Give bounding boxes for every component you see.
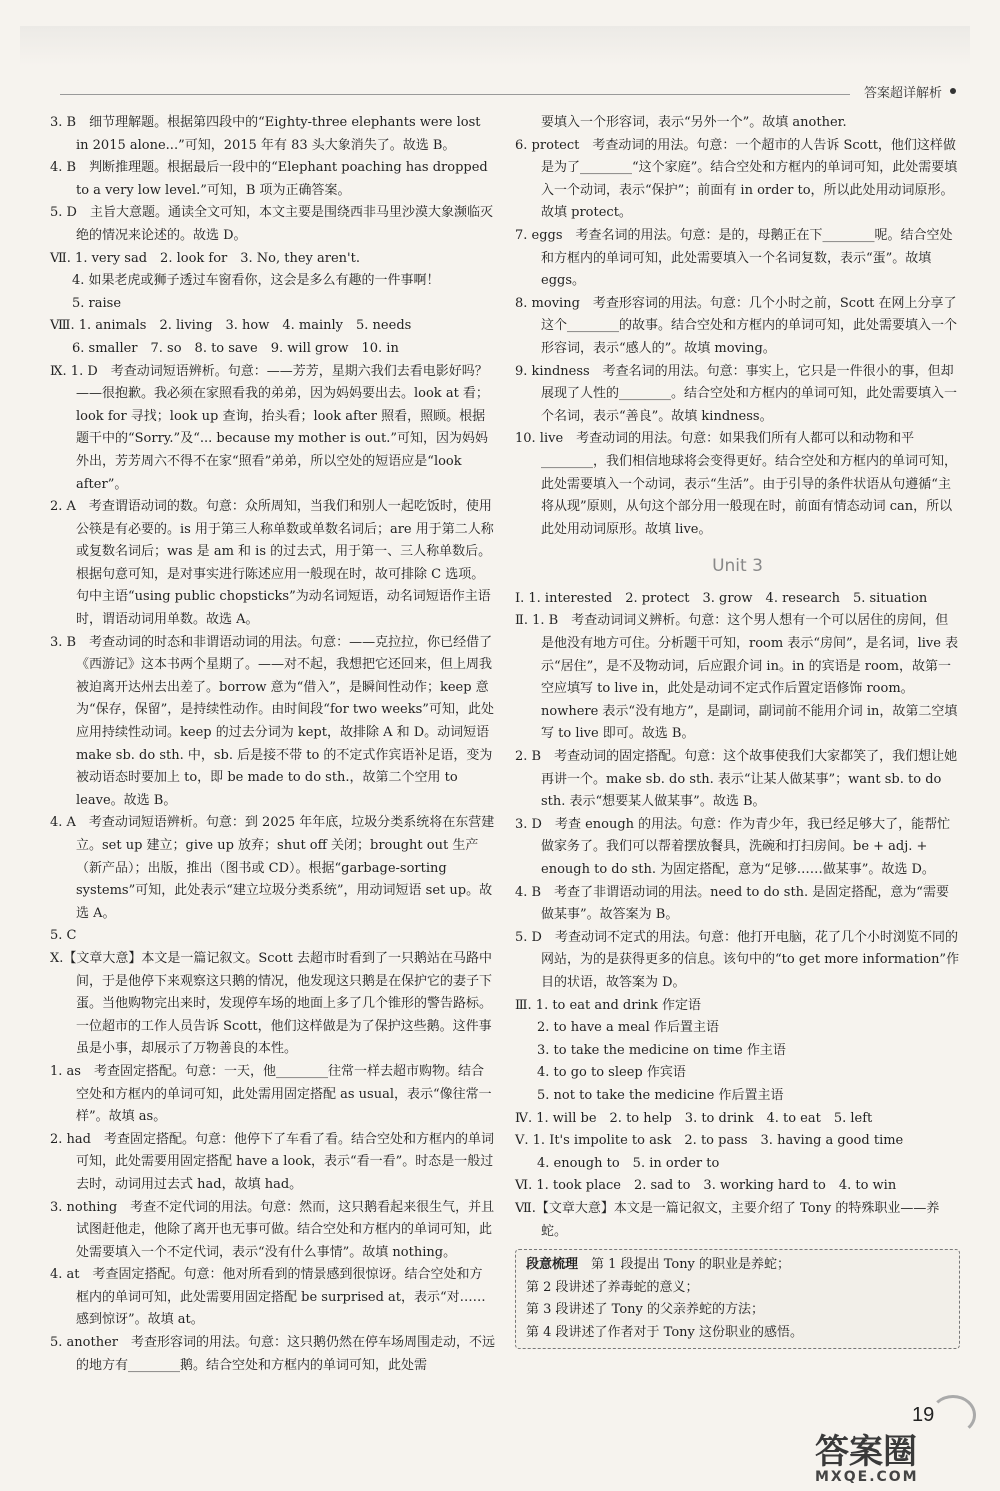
answer-item: Ⅹ.【文章大意】本文是一篇记叙文。Scott 去超市时看到了一只鹅站在马路中间，于是他停下来观察这只鹅的情况，他发现这只鹅是在保护它的妻子下蛋。当他购物完出来时，发现停车场的地面上多了几个锥形的警告路标。一位超市的工作人员告诉 Scott，他们这样做是为了保护这些鹅。这件事虽是小事，却展示了万物善良的本性。 bbox=[50, 950, 493, 1057]
summary-line: 第 2 段讲述了养毒蛇的意义； bbox=[526, 1279, 699, 1295]
decorative-swirl-icon bbox=[930, 1395, 976, 1435]
header-dot-icon bbox=[950, 88, 956, 94]
answer-item: 8. moving 考查形容词的用法。句意：几个小时之前，Scott 在网上分享了这个________的故事。结合空处和方框内的单词可知，此处需要填入一个形容词，表示“感人的”。故填 moving。 bbox=[515, 295, 958, 356]
summary-line bbox=[526, 1254, 949, 1277]
header-rule bbox=[60, 94, 850, 95]
summary-line: 第 3 段讲述了 Tony 的父亲养蛇的方法； bbox=[526, 1302, 765, 1318]
answer-item: 5. C bbox=[50, 928, 77, 944]
answer-item: 5. D 考查动词不定式的用法。句意：他打开电脑，花了几个小时浏览不同的网站，为的是获得更多的信息。该句中的“to get more information”作目的状语，故答案为 D。 bbox=[515, 929, 960, 990]
answer-item: 4. B 考查了非谓语动词的用法。need to do sth. 是固定搭配，意为“需要做某事”。故答案为 B。 bbox=[515, 884, 949, 923]
answer-item: Ⅳ. 1. will be 2. to help 3. to drink 4. to eat 5. left bbox=[515, 1110, 873, 1126]
header-title: 答案超详解析 bbox=[863, 86, 942, 101]
answer-item: 4. at 考查固定搭配。句意：他对所看到的情景感到很惊讶。结合空处和方框内的单词可知，此处需要用固定搭配 be surprised at，表示“对……感到惊讶”。故填 at。 bbox=[50, 1267, 486, 1328]
answer-item: 2. to have a meal 作后置主语 bbox=[537, 1020, 719, 1036]
answer-item: 3. B 细节理解题。根据第四段中的“Eighty-three elephants were lost in 2015 alone...”可知，2015 年有 83 头大象消失了。故选 B。 bbox=[50, 115, 481, 153]
answer-item: 5. raise bbox=[72, 295, 122, 311]
watermark-main: 答案圈 bbox=[815, 1432, 917, 1472]
answer-item: 7. eggs 考查名词的用法。句意：是的，母鹅正在下________呢。结合空处和方框内的单词可知，此处需要填入一个名词复数，表示“蛋”。故填 eggs。 bbox=[515, 227, 953, 289]
watermark-sub: MXQE.COM bbox=[815, 1469, 919, 1485]
answer-item: 3. D 考查 enough 的用法。句意：作为青少年，我已经足够大了，能帮忙做家务了。我们可以帮着摆放餐具，洗碗和打扫房间。be + adj. + enough to do sth. 为固定搭配，意为“足够……做某事”。故选 D。 bbox=[515, 816, 951, 877]
summary-label: 段意梳理 bbox=[526, 1257, 579, 1273]
answer-item: Ⅲ. 1. to eat and drink 作定语 bbox=[515, 997, 701, 1013]
answer-item: 10. live 考查动词的用法。句意：如果我们所有人都可以和动物和平________，我们相信地球将会变得更好。结合空处和方框内的单词可知，此处需要填入一个动词，表示“生活”。由于引导的条件状语从句遵循“主将从现”原则，从句这个部分用一般现在时，前面有情态动词 can，所以此处用动词原形。故填 live。 bbox=[515, 431, 958, 537]
right-column-items bbox=[515, 112, 960, 1243]
answer-item: 4. 如果老虎或狮子透过车窗看你，这会是多么有趣的一件事啊！ bbox=[72, 273, 440, 289]
paragraph-summary-box bbox=[515, 1249, 960, 1349]
answer-item: 1. as 考查固定搭配。句意：一天，他________往常一样去超市购物。结合空处和方框内的单词可知，此处需用固定搭配 as usual，表示“像往常一样”。故填 as。 bbox=[50, 1063, 492, 1125]
summary-line: 第 4 段讲述了作者对于 Tony 这份职业的感悟。 bbox=[526, 1324, 804, 1340]
left-column bbox=[50, 112, 495, 1377]
answer-item: Ⅴ. 1. It's impolite to ask 2. to pass 3. having a good time bbox=[515, 1133, 904, 1149]
answer-item: 5. not to take the medicine 作后置主语 bbox=[537, 1087, 784, 1103]
page-number: 19 bbox=[912, 1404, 935, 1426]
answer-item: Ⅵ. 1. took place 2. sad to 3. working hard to 4. to win bbox=[515, 1178, 897, 1194]
answer-item: Ⅷ. 1. animals 2. living 3. how 4. mainly 5. needs bbox=[50, 318, 412, 334]
watermark-logo bbox=[815, 1432, 985, 1485]
answer-item: 4. B 判断推理题。根据最后一段中的“Elephant poaching has dropped to a very low level.”可知，B 项为正确答案。 bbox=[50, 160, 488, 198]
answer-item: 4. A 考查动词短语辨析。句意：到 2025 年年底，垃圾分类系统将在东营建立。set up 建立；give up 放弃；shut off 关闭；brought out 生产（新产品）；出版，推出（图书或 CD）。根据“garbage-sorting systems”可知，此处表示“建立垃圾分类系统”，用动词短语 set up。故选 A。 bbox=[50, 815, 495, 921]
answer-item: 4. to go to sleep 作宾语 bbox=[537, 1065, 686, 1081]
page-header bbox=[60, 82, 970, 104]
answer-item: 2. A 考查谓语动词的数。句意：众所周知，当我们和别人一起吃饭时，使用公筷是有必要的。is 用于第三人称单数或单数名词后；are 用于第二人称或复数名词后；was 是 am 和 is 的过去式，用于第一、三人称单数后。根据句意可知，是对事实进行陈述应用一般现在时，故可排除 C 选项。句中主语“using public chopsticks”为动名词短语，动名词短语作主语时，谓语动词用单数。故选 A。 bbox=[50, 499, 494, 628]
answer-item: 9. kindness 考查名词的用法。句意：事实上，它只是一件很小的事，但却展现了人性的________。结合空处和方框内的单词可知，此处需要填入一个名词，表示“善良”。故填 kindness。 bbox=[515, 363, 958, 424]
unit-heading: Unit 3 bbox=[712, 556, 763, 577]
answer-item: Ⅶ.【文章大意】本文是一篇记叙文，主要介绍了 Tony 的特殊职业——养蛇。 bbox=[515, 1200, 940, 1239]
answer-item: Ⅰ. 1. interested 2. protect 3. grow 4. research 5. situation bbox=[515, 590, 928, 606]
summary-text: 第 1 段提出 Tony 的职业是养蛇； bbox=[591, 1257, 791, 1273]
scan-shadow bbox=[20, 26, 970, 66]
answer-item: 5. D 主旨大意题。通读全文可知，本文主要是围绕西非马里沙漠大象濒临灭绝的情况来论述的。故选 D。 bbox=[50, 205, 493, 243]
answer-item: 3. B 考查动词的时态和非谓语动词的用法。句意：——克拉拉，你已经借了《西游记》这本书两个星期了。——对不起，我想把它还回来，但上周我被迫离开达州去出差了。borrow 意为“借入”，是瞬间性动作；keep 意为“保存，保留”，是持续性动作。由时间段“for two weeks”可知，此处应用持续性动词。keep 的过去分词为 kept，故排除 A 和 D。动词短语 make sb. do sth. 中，sb. 后是接不带 to 的不定式作宾语补足语，变为被动语态时要加上 to，即 be made to do sth.，故第二个空用 to leave。故选 B。 bbox=[50, 634, 494, 808]
answer-item: 2. had 考查固定搭配。句意：他停下了车看了看。结合空处和方框内的单词可知，此处需要用固定搭配 have a look，表示“看一看”。时态是一般过去时，动词用过去式 had，故填 had。 bbox=[50, 1131, 494, 1192]
answer-item: 3. nothing 考查不定代词的用法。句意：然而，这只鹅看起来很生气，并且试图赶他走，他除了离开也无事可做。结合空处和方框内的单词可知，此处需要填入一个不定代词，表示“没有什么事情”。故填 nothing。 bbox=[50, 1199, 495, 1260]
answer-item: 2. B 考查动词的固定搭配。句意：这个故事使我们大家都笑了，我们想让她再讲一个。make sb. do sth. 表示“让某人做某事”；want sb. to do sth. 表示“想要某人做某事”。故选 B。 bbox=[515, 749, 958, 810]
answer-item: 6. protect 考查动词的用法。句意：一个超市的人告诉 Scott，他们这样做是为了________“这个家庭”。结合空处和方框内的单词可知，此处需要填入一个动词，表示“保护”；前面有 in order to，所以此处用动词原形。故填 protect。 bbox=[515, 137, 958, 221]
answer-item: 要填入一个形容词，表示“另外一个”。故填 another. bbox=[541, 115, 847, 130]
answer-item: 6. smaller 7. so 8. to save 9. will grow 10. in bbox=[72, 340, 399, 356]
answer-item: 3. to take the medicine on time 作主语 bbox=[537, 1042, 786, 1058]
answer-item: 4. enough to 5. in order to bbox=[537, 1155, 720, 1171]
answer-item: Ⅸ. 1. D 考查动词短语辨析。句意：——芳芳，星期六我们去看电影好吗？——很抱歉。我必须在家照看我的弟弟，因为妈妈要出去。look at 看；look for 寻找；look up 查询，抬头看；look after 照看，照顾。根据题干中的“Sorry.”及“... because my mother is out.”可知，因为妈妈外出，芳芳周六不得不在家“照看”弟弟，所以空处的短语应是“look after”。 bbox=[50, 363, 489, 492]
answer-item: 5. another 考查形容词的用法。句意：这只鹅仍然在停车场周围走动，不远的地方有________鹅。结合空处和方框内的单词可知，此处需 bbox=[50, 1335, 495, 1373]
right-column bbox=[515, 112, 960, 1349]
answer-item: Ⅶ. 1. very sad 2. look for 3. No, they aren't. bbox=[50, 250, 360, 266]
answer-item: Ⅱ. 1. B 考查动词词义辨析。句意：这个男人想有一个可以居住的房间，但是他没有地方可住。分析题干可知，room 表示“房间”，是名词，live 表示“居住”，是不及物动词，后应跟介词 in。in 的宾语是 room，故第一空应填写 to live in，此处是动词不定式作后置定语修饰 room。nowhere 表示“没有地方”，是副词，副词前不能用介词 in，故第二空填写 to live 即可。故选 B。 bbox=[515, 613, 959, 742]
